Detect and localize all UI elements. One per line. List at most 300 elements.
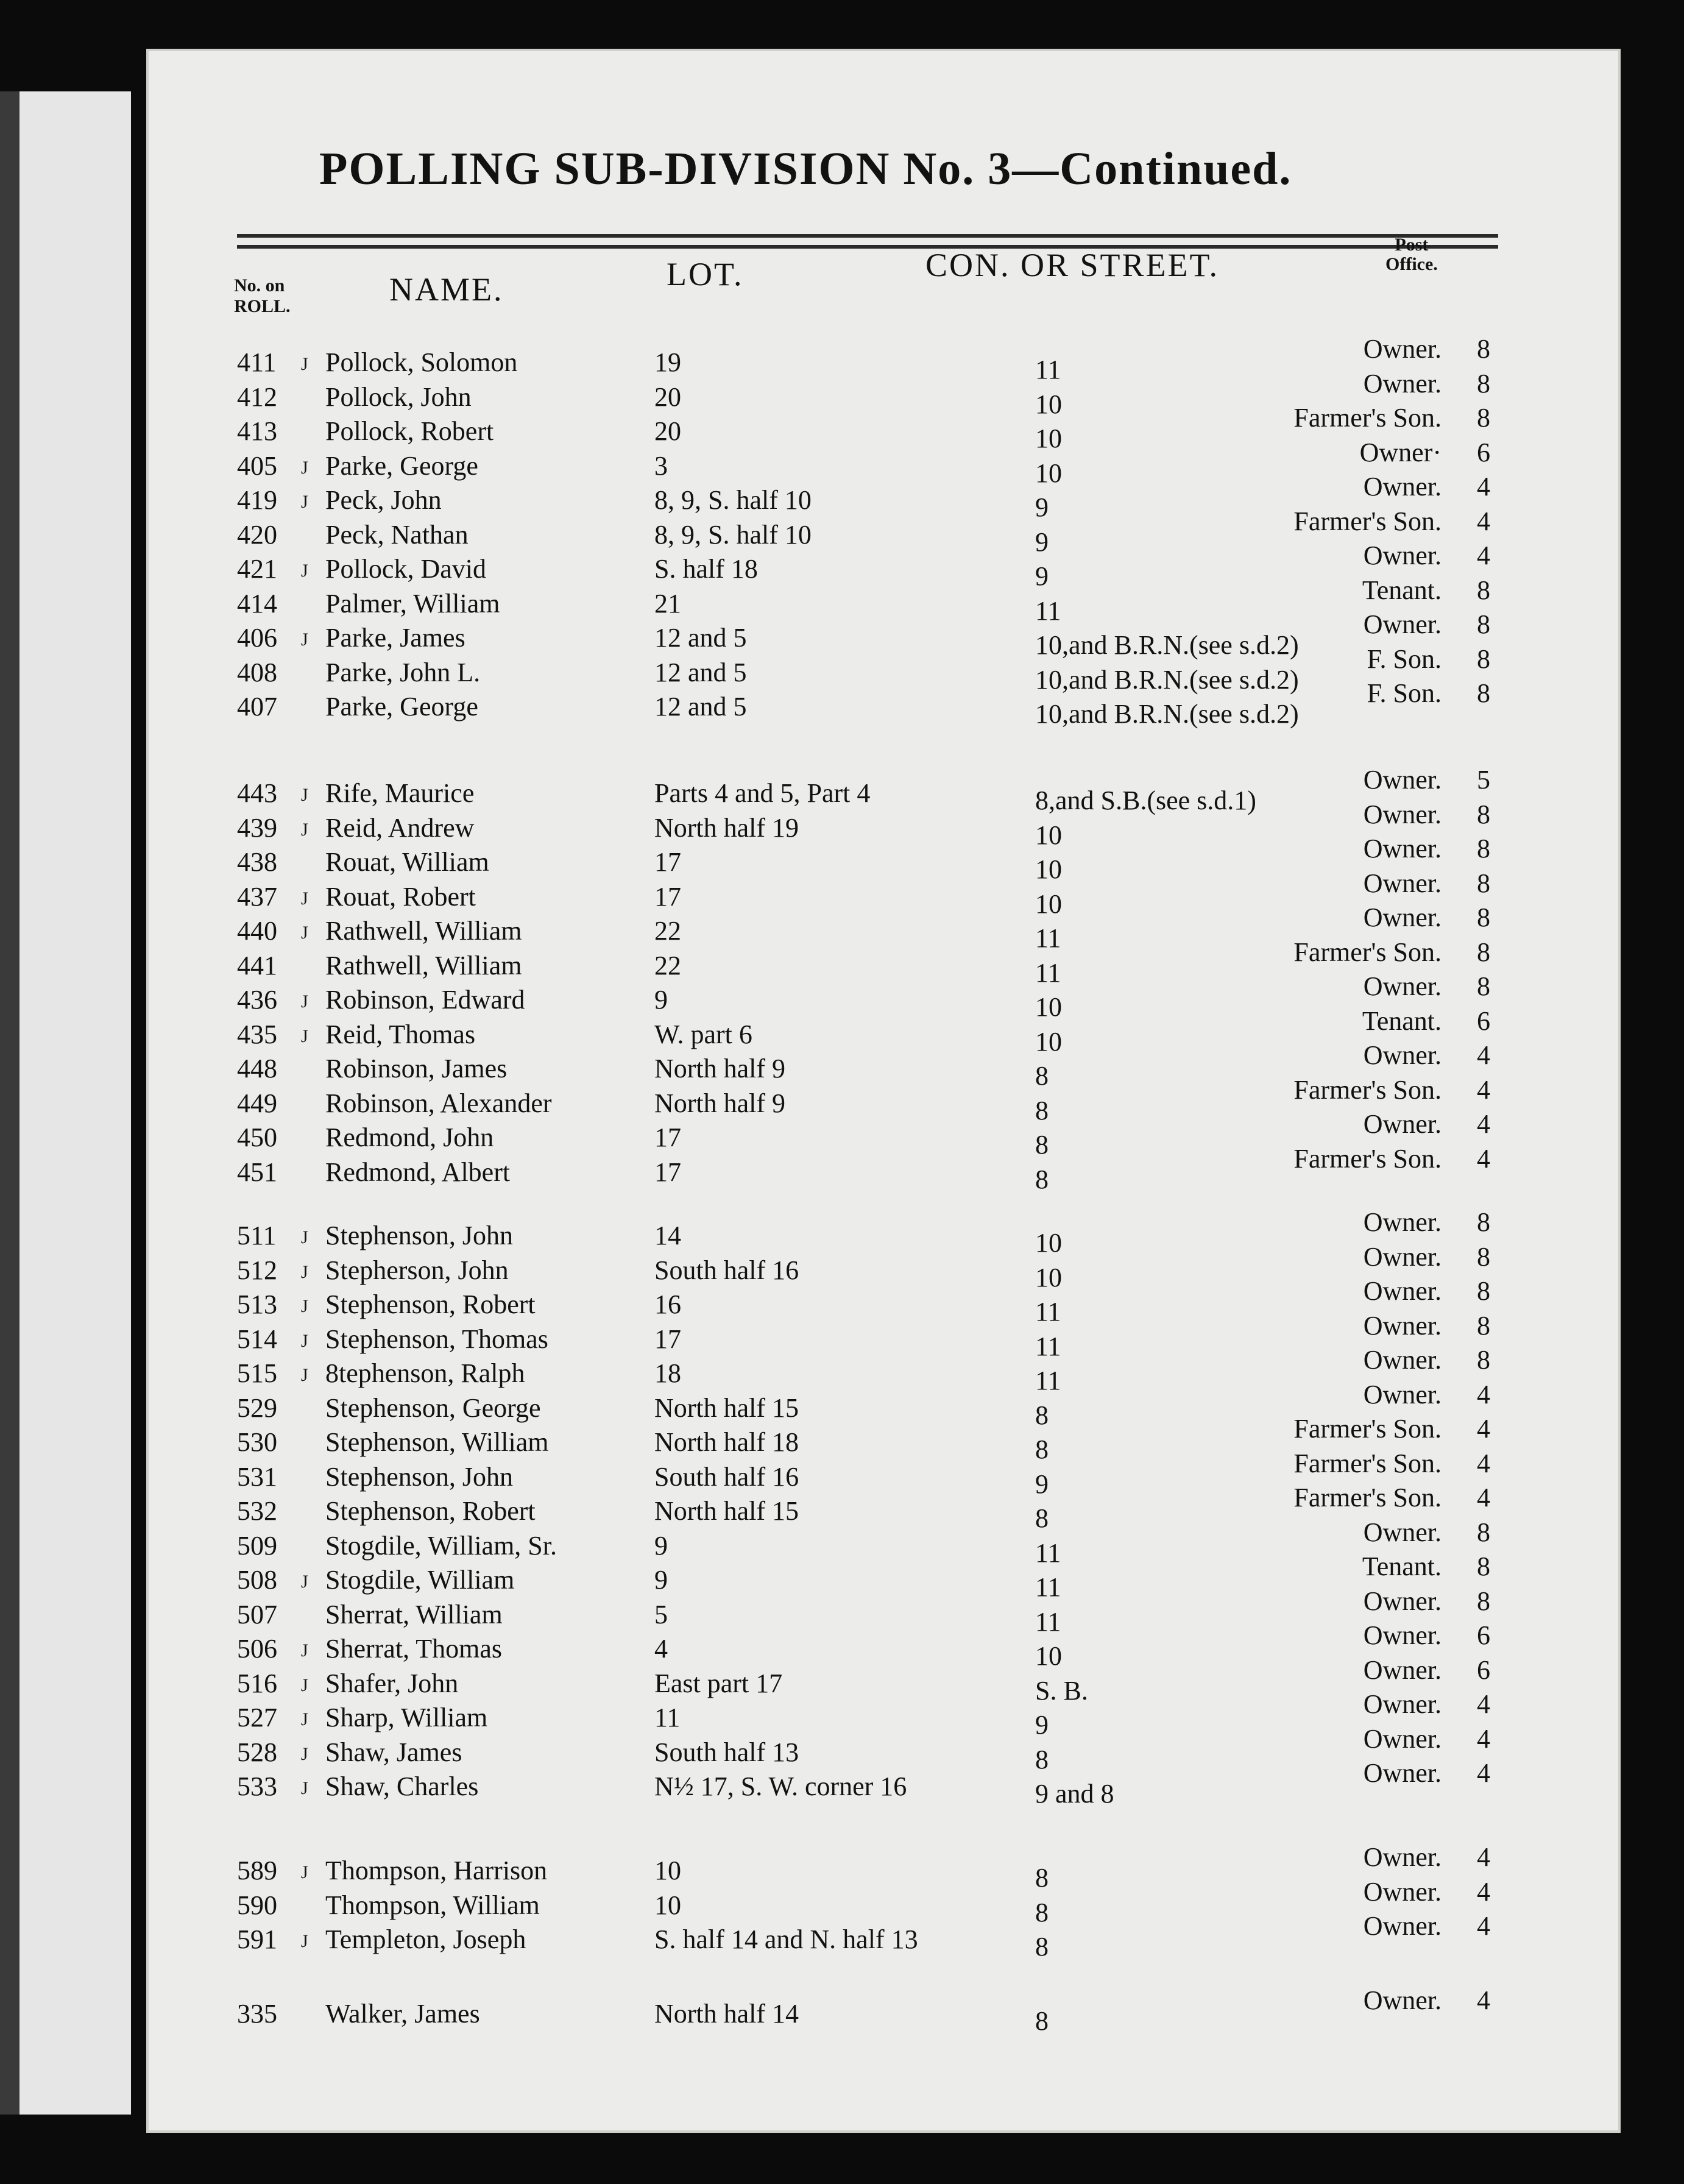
cell-occ: Owner. — [1363, 868, 1442, 898]
cell-po: 4 — [1477, 1985, 1490, 2015]
cell-lot: 17 — [654, 1122, 681, 1152]
cell-lot: 22 — [654, 950, 681, 980]
table-row — [149, 1758, 1618, 1809]
cell-lot: 9 — [654, 985, 668, 1015]
cell-name: Parke, James — [325, 623, 465, 653]
cell-name: Rife, Maurice — [325, 778, 475, 808]
cell-lot: East part 17 — [654, 1668, 783, 1698]
cell-con: 8 — [1035, 1932, 1049, 1962]
cell-con: 11 — [1035, 355, 1061, 385]
cell-no: 513 — [237, 1289, 277, 1319]
cell-con: 9 — [1035, 1469, 1049, 1499]
table-row — [149, 1143, 1618, 1194]
cell-con: 9 — [1035, 561, 1049, 591]
cell-lot: 5 — [654, 1599, 668, 1629]
cell-name: Redmond, Albert — [325, 1157, 511, 1187]
cell-no: 443 — [237, 778, 277, 808]
cell-name: Templeton, Joseph — [325, 1924, 526, 1954]
cell-occ: Owner. — [1363, 334, 1442, 364]
cell-con: 11 — [1035, 1331, 1061, 1361]
cell-lot: North half 15 — [654, 1392, 799, 1423]
cell-no: 509 — [237, 1530, 277, 1561]
cell-j: J — [301, 561, 308, 581]
cell-lot: 9 — [654, 1530, 668, 1561]
cell-no: 405 — [237, 450, 277, 481]
cell-lot: S. half 18 — [654, 554, 758, 584]
cell-po: 8 — [1477, 1586, 1490, 1616]
cell-po: 4 — [1477, 1911, 1490, 1941]
cell-name: Stephenson, John — [325, 1221, 513, 1250]
cell-j: J — [301, 1931, 308, 1951]
cell-no: 589 — [237, 1856, 277, 1885]
cell-con: 11 — [1035, 957, 1061, 988]
cell-no: 530 — [237, 1427, 277, 1457]
cell-con: 8 — [1035, 1744, 1049, 1774]
cell-no: 449 — [237, 1088, 277, 1118]
cell-con: 11 — [1035, 1366, 1061, 1395]
cell-po: 4 — [1477, 1842, 1490, 1872]
cell-occ: Tenant. — [1362, 1005, 1442, 1036]
cell-po: 4 — [1477, 1448, 1490, 1478]
cell-occ: Owner. — [1363, 799, 1442, 829]
cell-po: 8 — [1477, 1207, 1490, 1237]
cell-name: Shafer, John — [325, 1668, 459, 1698]
cell-j: J — [301, 1743, 308, 1764]
cell-j: J — [301, 1227, 308, 1247]
cell-name: Peck, John — [325, 485, 442, 515]
cell-no: 441 — [237, 950, 277, 980]
cell-lot: North half 19 — [654, 812, 799, 843]
cell-occ: Owner. — [1363, 609, 1442, 639]
cell-j: J — [301, 1572, 308, 1592]
cell-j: J — [301, 1709, 308, 1729]
cell-lot: 17 — [654, 1157, 681, 1187]
cell-lot: 22 — [654, 916, 681, 946]
cell-lot: 16 — [654, 1289, 681, 1319]
cell-lot: 17 — [654, 881, 681, 912]
cell-name: Walker, James — [325, 1999, 480, 2029]
cell-con: 10,and B.R.N.(see s.d.2) — [1035, 699, 1299, 729]
cell-occ: Owner. — [1363, 1842, 1442, 1872]
cell-name: Pollock, Solomon — [325, 347, 518, 377]
cell-j: J — [301, 629, 308, 650]
cell-lot: 11 — [654, 1703, 681, 1732]
header-post-office-line1: Post — [1395, 235, 1429, 255]
cell-j: J — [301, 785, 308, 805]
cell-po: 4 — [1477, 1758, 1490, 1788]
table-row — [149, 1911, 1618, 1962]
cell-po: 4 — [1477, 1483, 1490, 1512]
cell-occ: Farmer's Son. — [1293, 1414, 1442, 1444]
cell-no: 436 — [237, 985, 277, 1015]
cell-no: 411 — [237, 347, 277, 377]
cell-occ: Owner. — [1363, 1241, 1442, 1272]
cell-j: J — [301, 1778, 308, 1798]
cell-po: 8 — [1477, 1276, 1490, 1306]
cell-no: 448 — [237, 1054, 277, 1083]
cell-occ: Owner. — [1363, 902, 1442, 932]
cell-po: 4 — [1477, 506, 1490, 536]
cell-con: 10 — [1035, 1641, 1062, 1671]
cell-con: 9 — [1035, 526, 1049, 557]
cell-po: 8 — [1477, 403, 1490, 433]
cell-name: Robinson, Edward — [325, 985, 525, 1015]
cell-lot: North half 18 — [654, 1427, 799, 1457]
cell-name: Parke, John L. — [325, 657, 481, 687]
cell-occ: Owner. — [1363, 1517, 1442, 1547]
cell-con: 8 — [1035, 1400, 1049, 1430]
cell-name: Stephenson, Robert — [325, 1496, 536, 1526]
cell-con: 8 — [1035, 1061, 1049, 1091]
cell-j: J — [301, 888, 308, 909]
cell-con: 10,and B.R.N.(see s.d.2) — [1035, 630, 1299, 660]
cell-name: Stephenson, Robert — [325, 1289, 536, 1319]
cell-lot: South half 13 — [654, 1737, 799, 1767]
cell-name: Thompson, Harrison — [325, 1856, 548, 1885]
cell-occ: Owner. — [1363, 1379, 1442, 1409]
cell-occ: Owner. — [1363, 834, 1442, 863]
cell-no: 528 — [237, 1737, 277, 1767]
cell-no: 437 — [237, 881, 277, 912]
cell-j: J — [301, 492, 308, 512]
cell-po: 4 — [1477, 1689, 1490, 1719]
cell-name: Rouat, William — [325, 847, 489, 877]
cell-name: Pollock, Robert — [325, 416, 494, 446]
cell-con: 10 — [1035, 854, 1062, 884]
cell-no: 527 — [237, 1703, 277, 1732]
cell-lot: North half 15 — [654, 1496, 799, 1526]
cell-con: 8 — [1035, 1503, 1049, 1533]
cell-po: 8 — [1477, 678, 1490, 708]
cell-name: Peck, Nathan — [325, 519, 469, 550]
cell-occ: Owner. — [1363, 1310, 1442, 1341]
cell-no: 533 — [237, 1771, 277, 1801]
cell-name: Stogdile, William, Sr. — [325, 1530, 557, 1561]
cell-occ: Owner. — [1363, 1207, 1442, 1237]
cell-po: 4 — [1477, 1723, 1490, 1754]
cell-lot: 17 — [654, 847, 681, 877]
cell-po: 8 — [1477, 902, 1490, 932]
cell-lot: 3 — [654, 450, 668, 481]
cell-no: 406 — [237, 623, 277, 653]
cell-name: Pollock, David — [325, 554, 486, 584]
cell-con: 10 — [1035, 1262, 1062, 1292]
cell-j: J — [301, 1296, 308, 1316]
cell-name: Rathwell, William — [325, 950, 522, 980]
cell-occ: Farmer's Son. — [1293, 403, 1442, 433]
cell-con: 8 — [1035, 1434, 1049, 1464]
voter-list — [149, 51, 1618, 2130]
cell-no: 507 — [237, 1599, 277, 1629]
cell-po: 6 — [1477, 1005, 1490, 1036]
cell-po: 4 — [1477, 472, 1490, 502]
cell-occ: Owner. — [1363, 1586, 1442, 1616]
cell-lot: 8, 9, S. half 10 — [654, 519, 812, 550]
cell-lot: 12 and 5 — [654, 657, 747, 687]
cell-name: Palmer, William — [325, 588, 500, 619]
cell-occ: Owner. — [1363, 1654, 1442, 1685]
header-con-or-street: CON. OR STREET. — [925, 247, 1220, 283]
cell-name: Robinson, Alexander — [325, 1088, 552, 1118]
cell-con: 8 — [1035, 1164, 1049, 1194]
cell-name: Sherrat, William — [325, 1599, 503, 1629]
cell-con: 8 — [1035, 1095, 1049, 1126]
cell-lot: 19 — [654, 347, 681, 377]
cell-j: J — [301, 354, 308, 374]
cell-po: 4 — [1477, 1876, 1490, 1907]
cell-po: 8 — [1477, 334, 1490, 364]
cell-con: 10 — [1035, 424, 1062, 453]
cell-po: 8 — [1477, 575, 1490, 605]
cell-lot: 8, 9, S. half 10 — [654, 485, 812, 515]
cell-lot: 17 — [654, 1324, 681, 1354]
cell-occ: Farmer's Son. — [1293, 1143, 1442, 1174]
cell-po: 8 — [1477, 644, 1490, 674]
cell-lot: North half 14 — [654, 1999, 799, 2029]
cell-occ: Owner. — [1363, 541, 1442, 570]
page-title: POLLING SUB-DIVISION No. 3—Continued. — [319, 143, 1292, 194]
cell-occ: Owner· — [1359, 437, 1442, 467]
cell-occ: Owner. — [1363, 1876, 1442, 1907]
cell-occ: Owner. — [1363, 765, 1442, 795]
cell-occ: Farmer's Son. — [1293, 1448, 1442, 1478]
cell-occ: Farmer's Son. — [1293, 937, 1442, 967]
cell-no: 511 — [237, 1221, 277, 1250]
cell-con: 10 — [1035, 458, 1062, 488]
cell-con: 11 — [1035, 595, 1061, 626]
cell-name: Stephenson, Thomas — [325, 1324, 548, 1354]
cell-name: Sharp, William — [325, 1703, 488, 1732]
cell-no: 408 — [237, 657, 277, 687]
cell-po: 5 — [1477, 765, 1490, 795]
cell-con: 8 — [1035, 1897, 1049, 1927]
cell-occ: Farmer's Son. — [1293, 1483, 1442, 1512]
cell-no: 412 — [237, 381, 277, 412]
cell-occ: Owner. — [1363, 1620, 1442, 1650]
header-name: NAME. — [389, 271, 504, 308]
cell-occ: Tenant. — [1362, 575, 1442, 605]
cell-lot: 14 — [654, 1221, 681, 1250]
cell-name: Thompson, William — [325, 1890, 540, 1920]
cell-name: Parke, George — [325, 450, 478, 481]
cell-occ: Owner. — [1363, 1040, 1442, 1070]
cell-name: Stepherson, John — [325, 1255, 509, 1285]
cell-no: 413 — [237, 416, 277, 446]
cell-name: Stogdile, William — [325, 1565, 515, 1595]
cell-j: J — [301, 1026, 308, 1046]
cell-lot: South half 16 — [654, 1461, 799, 1492]
cell-name: Pollock, John — [325, 381, 472, 412]
cell-po: 8 — [1477, 937, 1490, 967]
cell-lot: W. part 6 — [654, 1019, 752, 1049]
cell-occ: Owner. — [1363, 1985, 1442, 2015]
header-lot: LOT. — [667, 256, 744, 292]
cell-po: 8 — [1477, 1517, 1490, 1547]
cell-po: 6 — [1477, 1654, 1490, 1685]
cell-j: J — [301, 457, 308, 478]
cell-occ: Owner. — [1363, 1758, 1442, 1788]
cell-no: 439 — [237, 812, 277, 843]
cell-no: 532 — [237, 1496, 277, 1526]
facing-page — [0, 91, 131, 2115]
cell-j: J — [301, 1365, 308, 1385]
cell-no: 590 — [237, 1890, 277, 1920]
cell-no: 516 — [237, 1668, 277, 1698]
cell-j: J — [301, 1862, 308, 1882]
cell-name: 8tephenson, Ralph — [325, 1358, 525, 1388]
cell-po: 4 — [1477, 541, 1490, 570]
cell-lot: 12 and 5 — [654, 692, 747, 722]
cell-no: 506 — [237, 1634, 277, 1664]
cell-lot: 21 — [654, 588, 681, 619]
cell-occ: Owner. — [1363, 971, 1442, 1001]
header-post-office-line2: Office. — [1385, 254, 1438, 274]
cell-con: 9 — [1035, 492, 1049, 522]
cell-no: 531 — [237, 1461, 277, 1492]
cell-con: 8 — [1035, 2006, 1049, 2036]
cell-occ: Owner. — [1363, 1109, 1442, 1139]
cell-con: 9 — [1035, 1710, 1049, 1740]
cell-no: 420 — [237, 519, 277, 550]
cell-con: 10 — [1035, 888, 1062, 919]
header-no-on-roll-line1: No. on — [234, 275, 285, 296]
cell-occ: F. Son. — [1367, 678, 1442, 708]
cell-lot: 10 — [654, 1890, 681, 1920]
cell-no: 508 — [237, 1565, 277, 1595]
cell-name: Shaw, Charles — [325, 1771, 479, 1801]
cell-occ: Farmer's Son. — [1293, 1074, 1442, 1105]
cell-con: 10 — [1035, 389, 1062, 419]
cell-con: 9 and 8 — [1035, 1779, 1114, 1809]
cell-lot: North half 9 — [654, 1054, 786, 1083]
cell-lot: 10 — [654, 1856, 681, 1885]
cell-po: 4 — [1477, 1379, 1490, 1409]
cell-j: J — [301, 923, 308, 943]
cell-po: 4 — [1477, 1414, 1490, 1444]
cell-lot: 4 — [654, 1634, 668, 1664]
cell-name: Redmond, John — [325, 1122, 494, 1152]
cell-name: Robinson, James — [325, 1054, 508, 1083]
cell-no: 450 — [237, 1122, 277, 1152]
cell-lot: 20 — [654, 381, 681, 412]
document-page — [146, 49, 1621, 2133]
cell-lot: 18 — [654, 1358, 681, 1388]
cell-occ: Farmer's Son. — [1293, 506, 1442, 536]
cell-con: 8,and S.B.(see s.d.1) — [1035, 785, 1256, 815]
cell-no: 451 — [237, 1157, 277, 1187]
cell-no: 591 — [237, 1924, 277, 1954]
cell-lot: S. half 14 and N. half 13 — [654, 1924, 918, 1954]
cell-lot: N½ 17, S. W. corner 16 — [654, 1771, 907, 1801]
cell-occ: Owner. — [1363, 1276, 1442, 1306]
cell-name: Parke, George — [325, 692, 478, 722]
cell-no: 414 — [237, 588, 277, 619]
cell-con: 10 — [1035, 1228, 1062, 1258]
cell-name: Stephenson, George — [325, 1392, 541, 1423]
cell-occ: Owner. — [1363, 1911, 1442, 1941]
cell-po: 8 — [1477, 799, 1490, 829]
cell-occ: F. Son. — [1367, 644, 1442, 674]
table-row — [149, 1985, 1618, 2036]
cell-name: Stephenson, William — [325, 1427, 549, 1457]
cell-con: 11 — [1035, 1606, 1061, 1637]
cell-name: Stephenson, John — [325, 1461, 513, 1492]
cell-con: S. B. — [1035, 1675, 1088, 1706]
cell-no: 421 — [237, 554, 277, 584]
cell-con: 11 — [1035, 1297, 1061, 1327]
cell-occ: Owner. — [1363, 1723, 1442, 1754]
cell-no: 529 — [237, 1392, 277, 1423]
cell-po: 4 — [1477, 1109, 1490, 1139]
cell-no: 440 — [237, 916, 277, 946]
cell-no: 515 — [237, 1358, 277, 1388]
cell-con: 10 — [1035, 992, 1062, 1022]
cell-con: 11 — [1035, 1537, 1061, 1568]
cell-no: 419 — [237, 485, 277, 515]
cell-con: 8 — [1035, 1863, 1049, 1893]
cell-no: 438 — [237, 847, 277, 877]
cell-po: 8 — [1477, 609, 1490, 639]
cell-occ: Owner. — [1363, 1689, 1442, 1719]
cell-name: Sherrat, Thomas — [325, 1634, 503, 1664]
cell-name: Reid, Thomas — [325, 1019, 476, 1049]
cell-con: 11 — [1035, 923, 1061, 953]
cell-j: J — [301, 991, 308, 1012]
header-no-on-roll-line2: ROLL. — [234, 296, 291, 316]
cell-lot: 9 — [654, 1565, 668, 1595]
cell-po: 4 — [1477, 1074, 1490, 1105]
facing-page-edge — [0, 91, 19, 2115]
cell-j: J — [301, 819, 308, 840]
cell-po: 8 — [1477, 1241, 1490, 1272]
cell-name: Shaw, James — [325, 1737, 462, 1767]
cell-no: 512 — [237, 1255, 277, 1285]
cell-con: 8 — [1035, 1130, 1049, 1160]
cell-lot: 12 and 5 — [654, 623, 747, 653]
cell-j: J — [301, 1261, 308, 1282]
cell-po: 4 — [1477, 1040, 1490, 1070]
cell-occ: Owner. — [1363, 1345, 1442, 1375]
cell-po: 8 — [1477, 868, 1490, 898]
cell-j: J — [301, 1640, 308, 1661]
cell-name: Rouat, Robert — [325, 881, 476, 912]
cell-po: 8 — [1477, 834, 1490, 863]
cell-no: 407 — [237, 692, 277, 722]
cell-po: 8 — [1477, 1310, 1490, 1341]
cell-con: 10,and B.R.N.(see s.d.2) — [1035, 664, 1299, 695]
cell-lot: Parts 4 and 5, Part 4 — [654, 778, 871, 808]
cell-lot: North half 9 — [654, 1088, 786, 1118]
cell-no: 335 — [237, 1999, 277, 2029]
cell-occ: Owner. — [1363, 368, 1442, 399]
cell-po: 8 — [1477, 368, 1490, 399]
cell-lot: 20 — [654, 416, 681, 446]
cell-no: 435 — [237, 1019, 277, 1049]
cell-con: 11 — [1035, 1572, 1061, 1602]
cell-name: Reid, Andrew — [325, 812, 475, 843]
cell-po: 6 — [1477, 437, 1490, 467]
cell-occ: Tenant. — [1362, 1551, 1442, 1581]
cell-j: J — [301, 1675, 308, 1695]
cell-j: J — [301, 1330, 308, 1351]
cell-po: 4 — [1477, 1143, 1490, 1174]
table-row — [149, 678, 1618, 729]
cell-con: 10 — [1035, 820, 1062, 850]
cell-name: Rathwell, William — [325, 916, 522, 946]
cell-lot: South half 16 — [654, 1255, 799, 1285]
cell-po: 6 — [1477, 1620, 1490, 1650]
cell-po: 8 — [1477, 1345, 1490, 1375]
